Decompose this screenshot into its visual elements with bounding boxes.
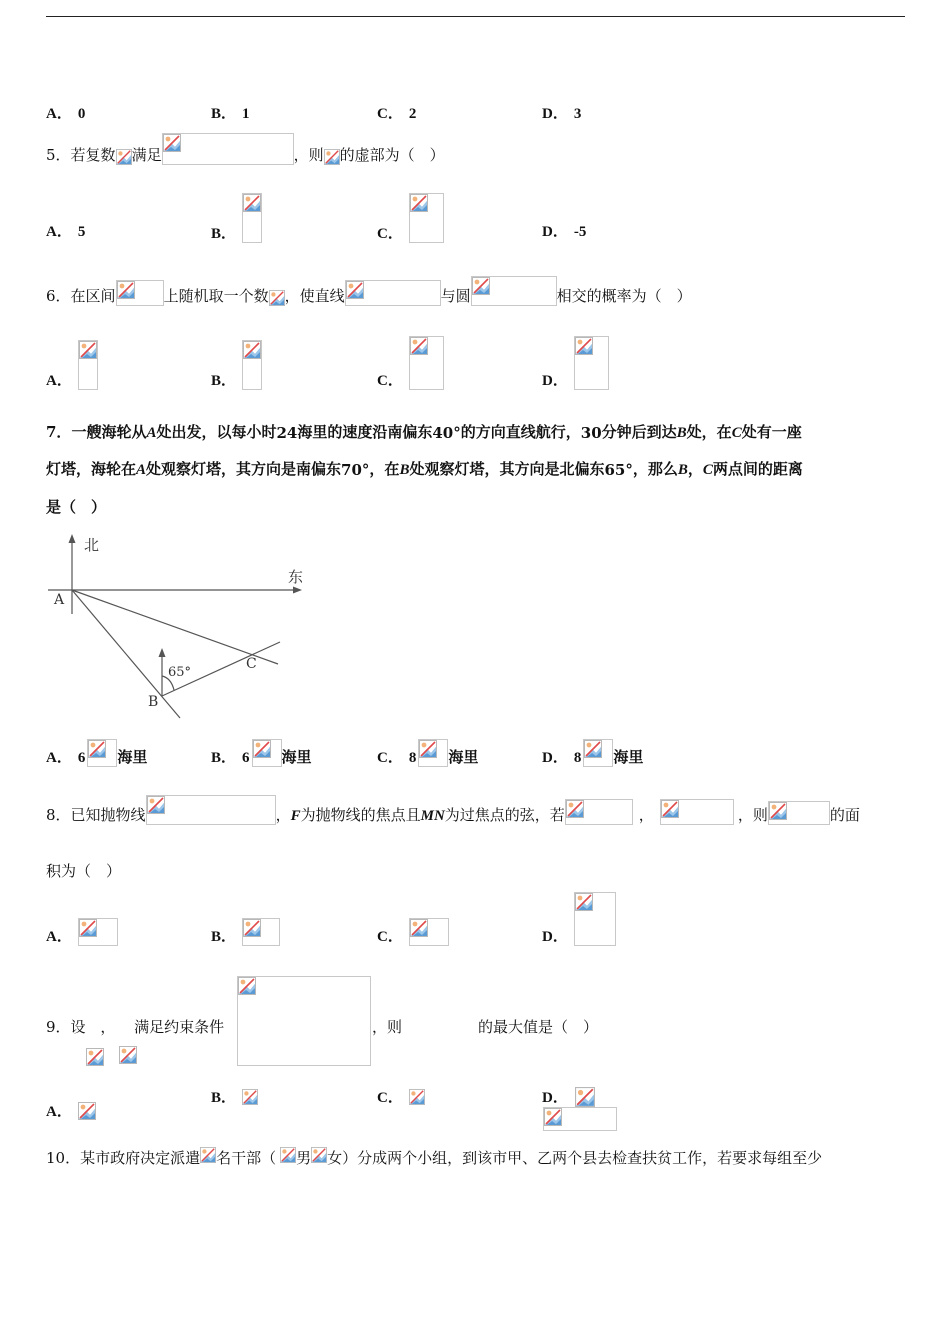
question-8-line-2: 积为（ ） bbox=[46, 862, 122, 880]
q5-option-b[interactable]: B． bbox=[211, 193, 262, 243]
formula-image-icon bbox=[242, 1087, 258, 1107]
formula-image-icon bbox=[146, 795, 276, 825]
formula-image-icon bbox=[565, 799, 633, 825]
q7-option-a[interactable]: A． 6 海里 bbox=[46, 739, 147, 767]
question-9-tail: ，则 bbox=[372, 1018, 403, 1036]
formula-image-icon bbox=[269, 290, 285, 306]
q9-option-d[interactable]: D． bbox=[542, 1086, 596, 1107]
formula-image-icon bbox=[242, 193, 262, 243]
header-rule bbox=[46, 16, 905, 17]
formula-image-icon bbox=[78, 918, 118, 946]
formula-image-icon bbox=[242, 918, 280, 946]
formula-image-icon bbox=[409, 918, 449, 946]
q4-option-a[interactable]: A． 0 bbox=[46, 106, 86, 122]
formula-image-icon bbox=[78, 340, 98, 390]
question-7-line-3: 是（ ） bbox=[46, 498, 107, 516]
north-arrow-icon bbox=[69, 534, 76, 543]
question-6: 6． 在区间 上随机取一个数 ，使直线 与圆 相交的概率为（ ） bbox=[46, 276, 692, 306]
formula-image-icon bbox=[409, 193, 444, 243]
formula-image-icon bbox=[574, 1087, 596, 1107]
point-c-label: C bbox=[246, 656, 257, 672]
question-9: 9．设 ， 满足约束条件 bbox=[46, 1018, 225, 1036]
q5-option-a[interactable]: A． 5 bbox=[46, 224, 86, 240]
q8-option-a[interactable]: A． bbox=[46, 918, 118, 946]
q7-option-c[interactable]: C． 8 海里 bbox=[377, 739, 478, 767]
east-arrow-icon bbox=[293, 587, 302, 594]
formula-image-icon bbox=[87, 739, 117, 767]
question-9-ask: 的最大值是（ ） bbox=[478, 1018, 599, 1036]
formula-image-icon bbox=[471, 276, 557, 306]
question-8: 8． 已知抛物线 ， F 为抛物线的焦点且 MN 为过焦点的弦，若 ， ，则 的面 bbox=[46, 795, 860, 825]
north-arrow-b-icon bbox=[159, 648, 166, 657]
q8-option-b[interactable]: B． bbox=[211, 918, 280, 946]
formula-image-icon bbox=[574, 336, 609, 390]
question-10: 10． 某市政府决定派遣 名干部（ 男 女）分成两个小组，到该市甲、乙两个县去检查扶贫工作，若要求每组至少 bbox=[46, 1146, 822, 1168]
formula-image-icon bbox=[660, 799, 734, 825]
formula-image-icon bbox=[116, 280, 164, 306]
angle-label: 65° bbox=[168, 665, 192, 680]
formula-image-icon bbox=[409, 336, 444, 390]
q4-option-b[interactable]: B． 1 bbox=[211, 106, 250, 122]
q6-option-d[interactable]: D． bbox=[542, 336, 609, 390]
q9-option-c[interactable]: C． bbox=[377, 1086, 425, 1107]
east-label: 东 bbox=[288, 568, 304, 586]
formula-image-icon bbox=[345, 280, 441, 306]
formula-image-icon bbox=[78, 1101, 96, 1121]
question-7-line-1: 7． 一艘海轮从 A 处出发，以每小时 24 海里的速度沿南偏东 40° 的方向直线航行， 30 分钟后到达 B 处，在 C 处有一座 bbox=[46, 423, 802, 442]
point-b-label: B bbox=[148, 694, 159, 710]
q4-option-c[interactable]: C． 2 bbox=[377, 106, 417, 122]
formula-image-icon bbox=[252, 739, 282, 767]
formula-image-icon bbox=[543, 1107, 617, 1131]
q4-option-d[interactable]: D． 3 bbox=[542, 106, 582, 122]
bearing-diagram bbox=[44, 528, 314, 724]
q6-option-a[interactable]: A． bbox=[46, 340, 98, 390]
q5-option-d[interactable]: D． -5 bbox=[542, 224, 587, 240]
q6-option-c[interactable]: C． bbox=[377, 336, 444, 390]
formula-image-icon bbox=[409, 1087, 425, 1107]
formula-image-icon bbox=[200, 1146, 216, 1168]
formula-image-icon bbox=[86, 1048, 104, 1066]
formula-image-icon bbox=[280, 1146, 296, 1168]
q7-option-b[interactable]: B． 6 海里 bbox=[211, 739, 312, 767]
formula-image-icon bbox=[162, 133, 294, 165]
q8-option-d[interactable]: D． bbox=[542, 892, 616, 946]
question-7-line-2: 灯塔，海轮在 A 处观察灯塔，其方向是南偏东 70° ，在 B 处观察灯塔，其方向是北偏东 65° ，那么 B ， C 两点间的距离 bbox=[46, 460, 803, 479]
formula-image-icon bbox=[116, 149, 132, 165]
constraint-image bbox=[237, 976, 371, 1066]
formula-image-icon bbox=[574, 892, 616, 946]
formula-image-icon bbox=[418, 739, 448, 767]
formula-image-icon bbox=[119, 1046, 137, 1064]
question-5: 5． 若复数 满足 ，则 的虚部为（ ） bbox=[46, 133, 445, 165]
formula-image-icon bbox=[242, 340, 262, 390]
q9-option-b[interactable]: B． bbox=[211, 1086, 258, 1107]
formula-image-icon bbox=[311, 1146, 327, 1168]
q5-option-c[interactable]: C． bbox=[377, 193, 444, 243]
north-label: 北 bbox=[84, 536, 100, 554]
q8-option-c[interactable]: C． bbox=[377, 918, 449, 946]
formula-image-icon bbox=[583, 739, 613, 767]
q9-option-a[interactable]: A． bbox=[46, 1086, 96, 1121]
point-a-label: A bbox=[54, 592, 65, 608]
formula-image-icon bbox=[324, 149, 340, 165]
q7-option-d[interactable]: D． 8 海里 bbox=[542, 739, 643, 767]
formula-image-icon bbox=[768, 801, 830, 825]
q6-option-b[interactable]: B． bbox=[211, 340, 262, 390]
